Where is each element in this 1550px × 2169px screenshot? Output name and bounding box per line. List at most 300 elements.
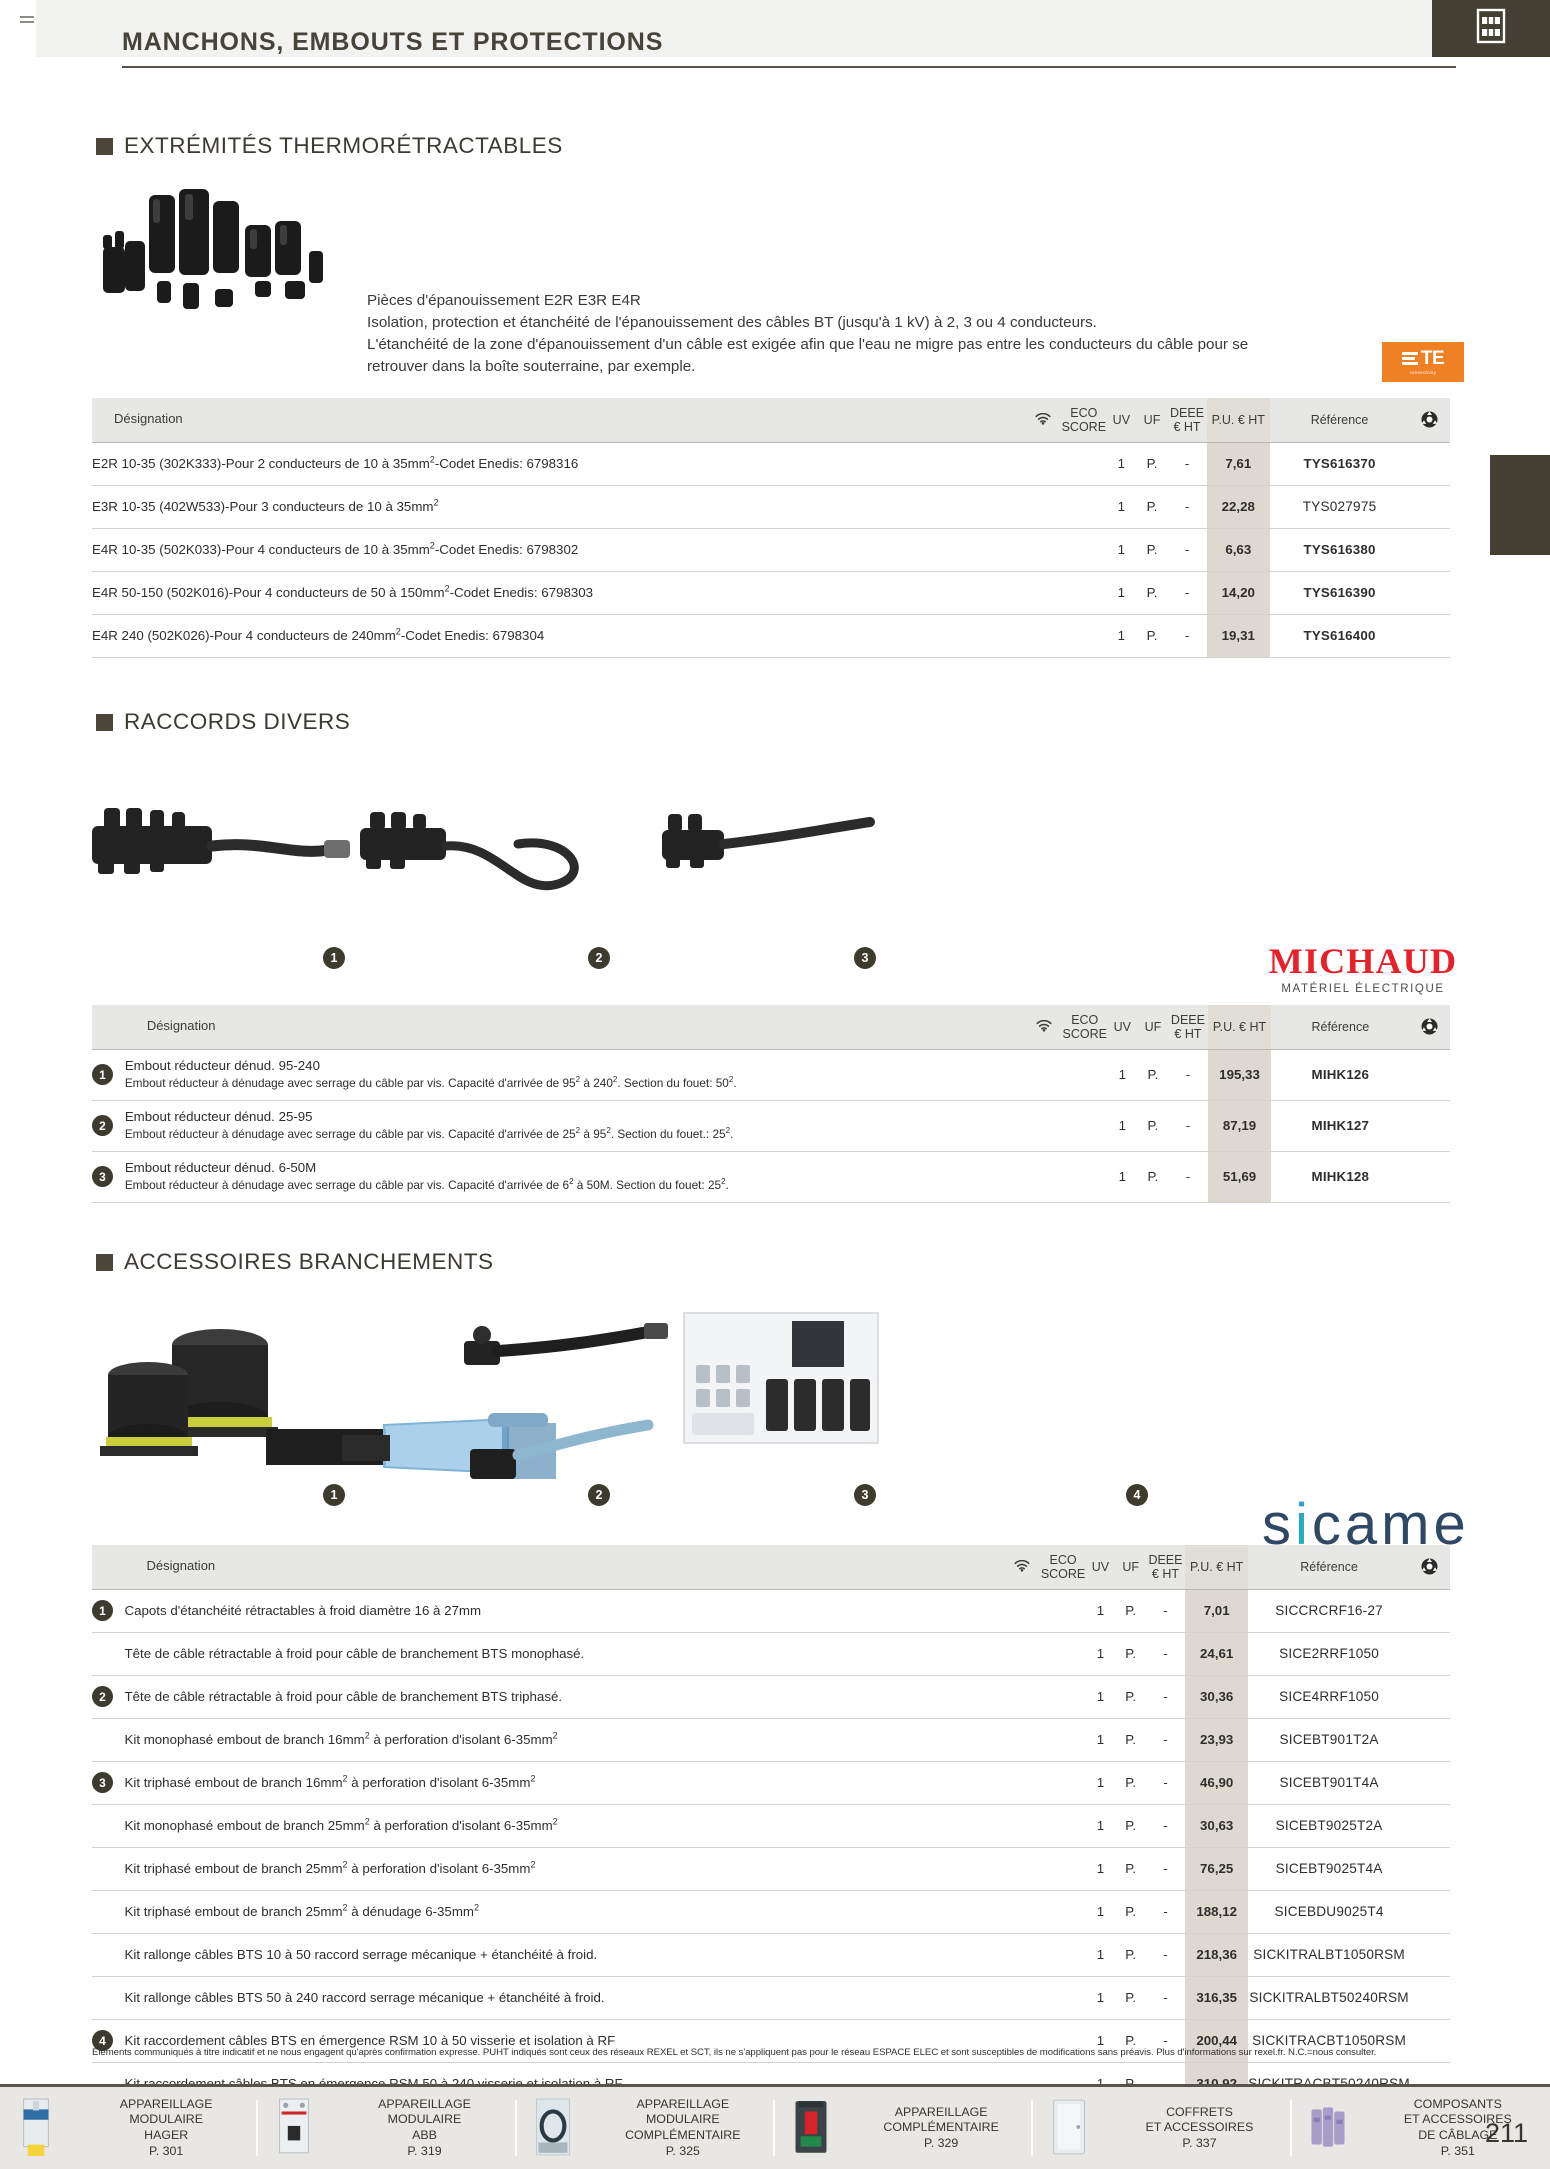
marker-text: 1 [330, 1488, 338, 1502]
cell-recycle [1409, 1049, 1450, 1100]
table-row[interactable] [92, 1718, 1450, 1761]
cell-uf: P. [1146, 542, 1158, 557]
designation-text: E4R 50-150 (502K016)-Pour 4 conducteurs de 50 à $150mm^2$-Codet Enedis: 6798303 [92, 583, 594, 601]
row-bullet: 4 [92, 2030, 113, 2051]
cell-recycle [1410, 1589, 1450, 1632]
section-title-text: RACCORDS DIVERS [124, 709, 351, 734]
designation-text: Kit monophasé embout de branch $16mm^2$ à perforation d'isolant $6-35mm^2$ [124, 1730, 558, 1748]
cell-uv: 1 [1096, 1646, 1105, 1661]
wifi-icon [1025, 1005, 1063, 1049]
table-row[interactable] [92, 1847, 1450, 1890]
cell-price: 30,36 [1185, 1675, 1248, 1718]
motor-breaker-icon [789, 2097, 841, 2159]
cell-uf: P. [1125, 1646, 1137, 1661]
row-bullet: 3 [92, 1772, 113, 1793]
image-marker-3 [854, 1484, 876, 1506]
marker-text: 3 [861, 951, 869, 965]
wifi-icon [1004, 1545, 1041, 1589]
marker-text: 1 [330, 951, 338, 965]
cell-recycle [1410, 1847, 1450, 1890]
cell-deee: - [1163, 1775, 1168, 1790]
cell-price: 30,63 [1185, 1804, 1248, 1847]
cell-recycle [1410, 1718, 1450, 1761]
cell-designation [125, 1718, 1004, 1761]
cell-deee: - [1163, 1732, 1168, 1747]
cell-uf: P. [1146, 585, 1158, 600]
cell-uv: 1 [1096, 1904, 1105, 1919]
cell-uv: 1 [1096, 1990, 1105, 2005]
cell-uv: 1 [1117, 542, 1126, 557]
cell-designation [92, 485, 1024, 528]
cell-price: 188,12 [1185, 1890, 1248, 1933]
cell-designation [125, 1151, 1025, 1202]
cell-marker [92, 1933, 125, 1976]
table-body-accessoires [92, 1589, 1450, 2105]
cell-wifi [1024, 571, 1062, 614]
cell-recycle [1409, 528, 1450, 571]
desc-line-2: Isolation, protection et étanchéité de l'épanouissement des câbles BT (jusqu'à 1 kV) à 2, 3 ou 4 conducteurs. [367, 314, 1097, 332]
section-title-text: ACCESSOIRES BRANCHEMENTS [124, 1249, 494, 1274]
cell-marker [92, 1151, 125, 1202]
cell-uv: 1 [1096, 1861, 1105, 1876]
cell-marker [92, 1589, 125, 1632]
bullet-text: 2 [99, 1118, 106, 1133]
circuit-breaker-icon [14, 2097, 66, 2159]
row-bullet [92, 1166, 113, 1187]
table-accessoires [92, 1545, 1450, 2106]
col-reference: Référence [1310, 412, 1369, 427]
cell-uf: P. [1147, 1118, 1159, 1133]
coil-pack-icon [531, 2097, 583, 2159]
cell-marker [92, 1761, 125, 1804]
cell-uf: P. [1125, 2033, 1137, 2048]
row-bullet [92, 1064, 113, 1085]
cell-uv: 1 [1118, 1067, 1126, 1082]
cell-eco [1063, 1100, 1107, 1151]
footer-nav-item-3[interactable] [517, 2087, 775, 2169]
section-heading-raccords [96, 709, 350, 735]
cell-uf: P. [1125, 1818, 1137, 1833]
cell-price: 22,28 [1207, 485, 1270, 528]
cell-reference: SICKITRALBT1050RSM [1253, 1947, 1405, 1962]
col-eco-score: ECO SCORE [1062, 1012, 1107, 1041]
cell-wifi [1004, 1976, 1041, 2019]
cell-price: 218,36 [1185, 1933, 1248, 1976]
cell-reference: MIHK126 [1311, 1067, 1370, 1082]
cell-uv: 1 [1096, 1775, 1105, 1790]
cell-wifi [1004, 1632, 1041, 1675]
cell-reference: SICEBT901T2A [1279, 1732, 1379, 1747]
cell-reference: TYS616390 [1303, 585, 1376, 600]
cell-wifi [1004, 1804, 1041, 1847]
cell-recycle [1410, 1976, 1450, 2019]
cell-reference: MIHK128 [1311, 1169, 1370, 1184]
footer-nav-label: APPAREILLAGE MODULAIRE HAGER P. 301 [119, 2096, 213, 2158]
michaud-logo-text: MICHAUD [1268, 941, 1458, 981]
designation-text: E4R 10-35 (502K033)-Pour 4 conducteurs de 10 à $35mm^2$-Codet Enedis: 6798302 [92, 540, 579, 558]
cell-eco [1041, 1804, 1085, 1847]
cell-eco [1062, 485, 1106, 528]
section-title-text: EXTRÉMITÉS THERMORÉTRACTABLES [124, 133, 563, 158]
col-designation: Désignation [114, 411, 183, 427]
recycle-icon [1409, 1005, 1450, 1049]
cell-uv: 1 [1096, 2033, 1105, 2048]
cell-uv: 1 [1096, 1689, 1105, 1704]
table-body-raccords [92, 1049, 1450, 1202]
table-row[interactable] [92, 442, 1450, 485]
footer-nav-label: APPAREILLAGE MODULAIRE ABB P. 319 [378, 2096, 471, 2158]
cell-marker [92, 1718, 125, 1761]
footer-navigation [0, 2084, 1550, 2169]
recycle-icon [1409, 398, 1450, 442]
cell-recycle [1410, 1675, 1450, 1718]
col-price: P.U. € HT [1207, 398, 1270, 442]
cell-eco [1041, 1675, 1085, 1718]
cell-wifi [1004, 1675, 1041, 1718]
hamburger-icon[interactable] [20, 16, 34, 26]
cell-uf: P. [1125, 1904, 1137, 1919]
cell-wifi [1025, 1049, 1063, 1100]
footer-nav-item-5[interactable] [1033, 2087, 1291, 2169]
cell-price: 316,35 [1185, 1976, 1248, 2019]
cell-designation [92, 571, 1024, 614]
table-header-row [92, 1005, 1450, 1049]
cell-designation [125, 1933, 1004, 1976]
bullet-text: 1 [99, 1067, 106, 1082]
cell-wifi [1024, 442, 1062, 485]
sicame-logo-text: sicame [1262, 1492, 1470, 1557]
designation-text: E4R 240 (502K026)-Pour 4 conducteurs de $240mm^2$-Codet Enedis: 6798304 [92, 626, 545, 644]
table-row[interactable] [92, 1804, 1450, 1847]
cell-deee: - [1163, 1646, 1168, 1661]
cell-reference: SICKITRACBT1050RSM [1252, 2033, 1407, 2048]
designation-text: E2R 10-35 (302K333)-Pour 2 conducteurs de 10 à $35mm^2$-Codet Enedis: 6798316 [92, 454, 579, 472]
table-row[interactable] [92, 485, 1450, 528]
bullet-square-icon [96, 138, 113, 155]
desc-line-1: Pièces d'épanouissement E2R E3R E4R [367, 292, 641, 309]
image-marker-1 [323, 947, 345, 969]
cell-uf: P. [1125, 1861, 1137, 1876]
row-bullet: 2 [92, 1686, 113, 1707]
image-marker-2 [588, 1484, 610, 1506]
designation-text: Kit monophasé embout de branch $25mm^2$ à perforation d'isolant $6-35mm^2$ [124, 1816, 558, 1834]
col-reference: Référence [1300, 1559, 1358, 1574]
michaud-logo-subtext: MATÉRIEL ÉLECTRIQUE [1281, 983, 1445, 995]
cell-deee: - [1163, 1904, 1168, 1919]
product-image-extremites [95, 185, 355, 320]
cell-reference: SICEBT9025T2A [1275, 1818, 1383, 1833]
cell-price: 19,31 [1207, 614, 1270, 657]
switchboard-icon [1476, 8, 1506, 49]
cell-price: 23,93 [1185, 1718, 1248, 1761]
table-row[interactable] [92, 1890, 1450, 1933]
cell-wifi [1025, 1100, 1063, 1151]
cell-deee: - [1184, 585, 1190, 600]
cell-deee: - [1163, 1603, 1168, 1618]
cell-eco [1062, 442, 1106, 485]
disclaimer-text: Éléments communiqués à titre indicatif et ne nous engagent qu'après confirmation expresse. PUHT indiqués sont ceux des réseaux REXEL et SCT, ils ne s'appliquent pas pour le réseau ESPACE ELEC et sont susceptibles de modifications sans préavis. Plus d'informations sur rexel.fr. N.C.=nous consulter. [92, 2047, 1377, 2058]
designation-text: Capots d'étanchéité rétractables à froid diamètre 16 à 27mm [124, 1602, 482, 1618]
cell-wifi [1004, 1847, 1041, 1890]
cell-uv: 1 [1096, 1603, 1105, 1618]
cell-eco [1062, 528, 1106, 571]
cell-designation [125, 1589, 1004, 1632]
cell-marker [92, 1632, 125, 1675]
cell-recycle [1410, 1890, 1450, 1933]
footer-nav-label: COFFRETS ET ACCESSOIRES P. 337 [1145, 2104, 1254, 2150]
cell-wifi [1025, 1151, 1063, 1202]
table-header-row [92, 1545, 1450, 1589]
cell-designation [125, 1890, 1004, 1933]
designation-title: Embout réducteur dénud. 6-50M [124, 1160, 317, 1176]
image-marker-4 [1126, 1484, 1148, 1506]
cell-designation [125, 1100, 1025, 1151]
desc-line-3: L'étanchéité de la zone d'épanouissement d'un câble est exigée afin que l'eau ne migre pas entre les conducteurs du câble pour se retrouver dans la boîte souterraine, par exemple. [367, 336, 1249, 376]
product-image-accessoires [88, 1305, 1188, 1505]
side-tab[interactable] [1490, 455, 1550, 555]
designation-text: Tête de câble rétractable à froid pour câble de branchement BTS triphasé. [124, 1688, 563, 1704]
cell-uv: 1 [1117, 456, 1126, 471]
top-strip-left-blank [0, 0, 36, 57]
cell-deee: - [1185, 1169, 1191, 1184]
table-row[interactable] [92, 528, 1450, 571]
breaker-abb-icon [272, 2097, 324, 2159]
cell-uf: P. [1146, 628, 1158, 643]
terminal-block-icon [1306, 2097, 1358, 2159]
cell-wifi [1004, 1589, 1041, 1632]
te-bars-icon [1402, 352, 1418, 365]
cell-recycle [1410, 1761, 1450, 1804]
cell-price: 7,01 [1185, 1589, 1248, 1632]
cell-price: 76,25 [1185, 1847, 1248, 1890]
col-uf: UF [1122, 1559, 1140, 1574]
cell-uv: 1 [1117, 499, 1126, 514]
col-deee: DEEE € HT [1170, 405, 1205, 434]
designation-text: Kit triphasé embout de branch $25mm^2$ à dénudage $6-35mm^2$ [124, 1902, 480, 1920]
cell-reference: SICEBDU9025T4 [1274, 1904, 1384, 1919]
col-uf: UF [1144, 1019, 1162, 1034]
designation-text: Tête de câble rétractable à froid pour câble de branchement BTS monophasé. [124, 1645, 585, 1661]
cell-eco [1041, 1761, 1085, 1804]
table-row[interactable] [92, 1100, 1450, 1151]
col-designation: Désignation [146, 1558, 216, 1574]
designation-text: Kit rallonge câbles BTS 50 à 240 raccord serrage mécanique + étanchéité à froid. [124, 1989, 605, 2005]
cell-reference: SICE4RRF1050 [1279, 1689, 1379, 1704]
col-uv: UV [1091, 1559, 1110, 1574]
col-designation: Désignation [146, 1018, 216, 1034]
footer-nav-item-4[interactable] [775, 2087, 1033, 2169]
table-row[interactable] [92, 571, 1450, 614]
cell-recycle [1410, 1804, 1450, 1847]
cell-designation [92, 442, 1024, 485]
table-extremites [92, 398, 1450, 658]
cell-designation [125, 1804, 1004, 1847]
cell-price: 24,61 [1185, 1632, 1248, 1675]
bullet-text: 3 [99, 1169, 106, 1184]
cell-uv: 1 [1096, 1818, 1105, 1833]
cell-price: 195,33 [1208, 1049, 1272, 1100]
footer-nav-label: COMPOSANTS ET ACCESSOIRES DE CÂBLAGE P. 351 [1403, 2096, 1512, 2158]
bullet-square-icon [96, 1254, 113, 1271]
col-eco-score: ECO SCORE [1040, 1552, 1086, 1581]
col-marker [92, 1545, 125, 1589]
cell-wifi [1024, 485, 1062, 528]
designation-text: Kit rallonge câbles BTS 10 à 50 raccord serrage mécanique + étanchéité à froid. [124, 1946, 598, 1962]
designation-sub: Embout réducteur à dénudage avec serrage du câble par vis. Capacité d'arrivée de $25^2$ à $95^2$. Section du fouet.: $25^2$. [124, 1126, 734, 1141]
cell-deee: - [1184, 542, 1190, 557]
cell-eco [1063, 1151, 1107, 1202]
te-logo-text: TE [1420, 348, 1445, 369]
cell-price: 14,20 [1207, 571, 1270, 614]
cell-price: 7,61 [1207, 442, 1270, 485]
designation-text: Kit raccordement câbles BTS en émergence RSM 10 à 50 visserie et isolation à RF [124, 2032, 616, 2048]
enclosure-icon [1047, 2097, 1099, 2159]
cell-deee: - [1185, 1067, 1191, 1082]
cell-eco [1041, 1589, 1085, 1632]
table-raccords [92, 1005, 1450, 1203]
cell-reference: SICEBT901T4A [1279, 1775, 1379, 1790]
cell-marker [92, 1847, 125, 1890]
cell-reference: TYS616380 [1303, 542, 1376, 557]
cell-uf: P. [1125, 1990, 1137, 2005]
footer-nav-item-1[interactable] [0, 2087, 258, 2169]
marker-text: 2 [595, 951, 603, 965]
cell-uv: 1 [1096, 1732, 1105, 1747]
cell-eco [1041, 1933, 1085, 1976]
cell-reference: SICKITRALBT50240RSM [1249, 1990, 1409, 2005]
col-price: P.U. € HT [1208, 1005, 1272, 1049]
cell-recycle [1409, 485, 1450, 528]
footer-nav-item-2[interactable] [258, 2087, 516, 2169]
table-row[interactable] [92, 614, 1450, 657]
cell-deee: - [1185, 1118, 1191, 1133]
cell-designation [92, 614, 1024, 657]
cell-recycle [1409, 1100, 1450, 1151]
cell-wifi [1024, 528, 1062, 571]
page-title: MANCHONS, EMBOUTS ET PROTECTIONS [122, 28, 1456, 68]
cell-uv: 1 [1118, 1118, 1126, 1133]
cell-designation [125, 1632, 1004, 1675]
cell-uf: P. [1125, 1603, 1137, 1618]
table-row[interactable] [92, 1933, 1450, 1976]
cell-reference: SICEBT9025T4A [1275, 1861, 1383, 1876]
cell-uf: P. [1146, 456, 1158, 471]
col-eco-score: ECO SCORE [1061, 405, 1107, 434]
cell-wifi [1024, 614, 1062, 657]
designation-text: E3R 10-35 (402W533)-Pour 3 conducteurs de 10 à $35mm^2$ [92, 497, 439, 515]
cell-wifi [1004, 1933, 1041, 1976]
table-row[interactable] [92, 1151, 1450, 1202]
product-image-raccords [88, 800, 878, 910]
cell-marker [92, 1890, 125, 1933]
cell-reference: TYS616400 [1303, 628, 1376, 643]
marker-text: 3 [861, 1488, 869, 1502]
table-body-extremites [92, 442, 1450, 657]
image-marker-1 [323, 1484, 345, 1506]
cell-eco [1041, 1718, 1085, 1761]
cell-recycle [1409, 442, 1450, 485]
col-reference: Référence [1311, 1019, 1370, 1034]
cell-eco [1062, 571, 1106, 614]
cell-marker [92, 1804, 125, 1847]
cell-deee: - [1184, 456, 1190, 471]
row-bullet: 1 [92, 1600, 113, 1621]
cell-wifi [1004, 1718, 1041, 1761]
cell-uv: 1 [1117, 585, 1126, 600]
cell-marker [92, 1675, 125, 1718]
table-row[interactable] [92, 1976, 1450, 2019]
cell-uf: P. [1125, 1732, 1137, 1747]
col-uf: UF [1143, 412, 1161, 427]
cell-price: 51,69 [1208, 1151, 1272, 1202]
cell-deee: - [1163, 2033, 1168, 2048]
cell-uf: P. [1147, 1067, 1159, 1082]
cell-deee: - [1163, 1861, 1168, 1876]
cell-uf: P. [1147, 1169, 1159, 1184]
table-row[interactable] [92, 1675, 1450, 1718]
col-deee: DEEE € HT [1170, 1012, 1205, 1041]
cell-deee: - [1163, 1990, 1168, 2005]
cell-eco [1041, 1976, 1085, 2019]
recycle-icon [1410, 1545, 1450, 1589]
table-row[interactable] [92, 1761, 1450, 1804]
cell-reference: MIHK127 [1311, 1118, 1370, 1133]
cell-reference: TYS616370 [1303, 456, 1376, 471]
designation-text: Kit triphasé embout de branch $25mm^2$ à perforation d'isolant $6-35mm^2$ [124, 1859, 536, 1877]
brand-logo-te [1382, 342, 1464, 382]
cell-marker [92, 1976, 125, 2019]
designation-sub: Embout réducteur à dénudage avec serrage du câble par vis. Capacité d'arrivée de $95^2$ à $240^2$. Section du fouet: $50^2$. [124, 1075, 737, 1090]
cell-designation [125, 1675, 1004, 1718]
table-row[interactable] [92, 1632, 1450, 1675]
brand-logo-michaud [1268, 943, 1458, 995]
cell-wifi [1004, 1890, 1041, 1933]
designation-title: Embout réducteur dénud. 25-95 [124, 1109, 313, 1125]
cell-deee: - [1184, 628, 1190, 643]
footer-nav-label: APPAREILLAGE COMPLÉMENTAIRE P. 329 [883, 2104, 999, 2150]
section-heading-extremites [96, 133, 563, 159]
col-deee: DEEE € HT [1148, 1552, 1183, 1581]
col-marker [92, 1005, 125, 1049]
marker-text: 4 [1133, 1488, 1141, 1502]
te-logo-subtext: connectivity [1409, 370, 1437, 375]
cell-recycle [1409, 571, 1450, 614]
cell-eco [1041, 1632, 1085, 1675]
wifi-icon [1024, 398, 1062, 442]
cell-recycle [1409, 614, 1450, 657]
cell-uf: P. [1125, 1947, 1137, 1962]
cell-wifi [1004, 1761, 1041, 1804]
cell-uf: P. [1146, 499, 1158, 514]
cell-uf: P. [1125, 1689, 1137, 1704]
bullet-square-icon [96, 714, 113, 731]
cell-reference: SICE2RRF1050 [1279, 1646, 1379, 1661]
section-heading-accessoires [96, 1249, 494, 1275]
designation-sub: Embout réducteur à dénudage avec serrage du câble par vis. Capacité d'arrivée de $6^2$ à 50M. Section du fouet: $25^2$. [124, 1177, 729, 1192]
table-row[interactable] [92, 1049, 1450, 1100]
col-price: P.U. € HT [1185, 1545, 1248, 1589]
cell-deee: - [1184, 499, 1190, 514]
designation-text: Kit triphasé embout de branch $16mm^2$ à perforation d'isolant $6-35mm^2$ [124, 1773, 536, 1791]
cell-designation [92, 528, 1024, 571]
table-row[interactable] [92, 1589, 1450, 1632]
cell-deee: - [1163, 1689, 1168, 1704]
image-marker-3 [854, 947, 876, 969]
footer-nav-label: APPAREILLAGE MODULAIRE COMPLÉMENTAIRE P. 325 [625, 2096, 741, 2158]
cell-recycle [1410, 1933, 1450, 1976]
cell-deee: - [1163, 1818, 1168, 1833]
row-bullet [92, 1115, 113, 1136]
